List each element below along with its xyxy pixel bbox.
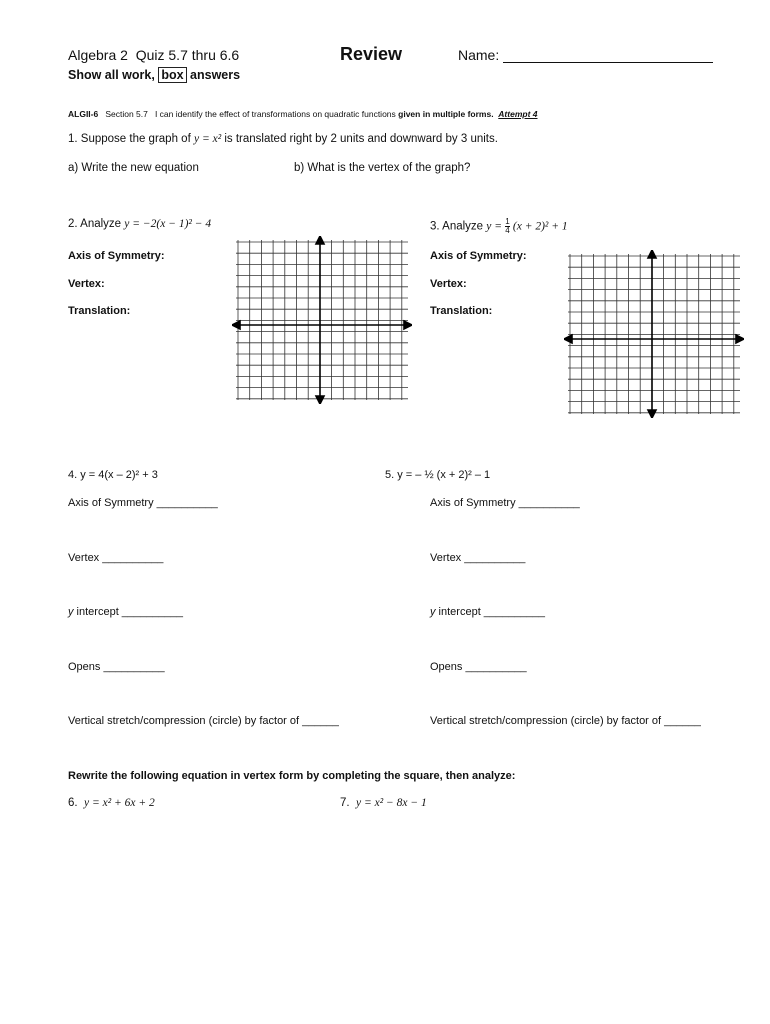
course-title [68, 47, 239, 63]
name-line[interactable] [503, 48, 713, 63]
q5-opens[interactable]: Opens __________ [430, 661, 527, 673]
review-title: Review [340, 44, 403, 64]
quiz-name: Quiz 5.7 thru 6.6 [135, 47, 240, 63]
q5-y-intercept[interactable]: y intercept __________ [430, 606, 545, 618]
q4-stretch[interactable]: Vertical stretch/compression (circle) by factor of ______ [68, 715, 339, 727]
q4-title: 4. y = 4(x – 2)² + 3 [68, 469, 158, 481]
standard-text: I can identify the effect of transformations on quadratic functions [154, 109, 396, 119]
standard-bold: given in multiple forms. [398, 109, 494, 119]
q3-title: 3. Analyze y = $\frac{1}{4}$ (x + 2)² + 1 [430, 217, 568, 235]
standard-code: ALGII-6 [68, 109, 99, 119]
q1-part-a: a) Write the new equation [68, 162, 199, 174]
standard-attempt: Attempt 4 [498, 109, 538, 119]
q2-title: 2. Analyze y = −2(x − 1)² − 4 [68, 218, 212, 230]
q5-stretch[interactable]: Vertical stretch/compression (circle) by factor of ______ [430, 715, 701, 727]
q3-equation: (x + 2)² + 1 [512, 220, 568, 233]
q3-translation-label: Translation: [430, 305, 493, 317]
coordinate-grid-q3[interactable] [564, 250, 744, 418]
standard-section: Section 5.7 [105, 109, 148, 119]
q5-title: 5. y = – ½ (x + 2)² – 1 [385, 469, 491, 481]
course-name: Algebra 2 [68, 47, 128, 63]
q5-vertex[interactable]: Vertex __________ [430, 552, 526, 564]
q1-equation: y = x² [193, 133, 222, 145]
name-field[interactable] [458, 47, 713, 63]
instructions: Show all work, box answers [68, 68, 241, 82]
q1-part-b: b) What is the vertex of the graph? [294, 162, 471, 174]
q4-y-intercept[interactable]: y intercept __________ [68, 606, 183, 618]
standard-line [68, 109, 538, 119]
q3-fraction: $\frac{1}{4}$ [505, 217, 510, 235]
q7: 7. y = x² − 8x − 1 [340, 797, 427, 809]
q6: 6. y = x² + 6x + 2 [68, 797, 155, 809]
q4-vertex[interactable]: Vertex __________ [68, 552, 164, 564]
q5-axis[interactable]: Axis of Symmetry __________ [430, 497, 580, 509]
q4-opens[interactable]: Opens __________ [68, 661, 165, 673]
q2-axis-label: Axis of Symmetry: [68, 250, 165, 262]
q2-vertex-label: Vertex: [68, 278, 105, 290]
rewrite-heading: Rewrite the following equation in vertex form by completing the square, then analyze: [68, 770, 516, 782]
name-label: Name: [458, 47, 500, 63]
q7-equation: y = x² − 8x − 1 [355, 797, 427, 809]
q1-text: 1. Suppose the graph of y = x² is translated right by 2 units and downward by 3 units. [68, 133, 498, 145]
q4-axis[interactable]: Axis of Symmetry __________ [68, 497, 218, 509]
coordinate-grid-q2[interactable] [232, 236, 412, 404]
q3-vertex-label: Vertex: [430, 278, 467, 290]
q3-axis-label: Axis of Symmetry: [430, 250, 527, 262]
box-word: box [158, 67, 186, 83]
q2-equation: y = −2(x − 1)² − 4 [124, 218, 212, 230]
q6-equation: y = x² + 6x + 2 [83, 797, 155, 809]
q2-translation-label: Translation: [68, 305, 131, 317]
